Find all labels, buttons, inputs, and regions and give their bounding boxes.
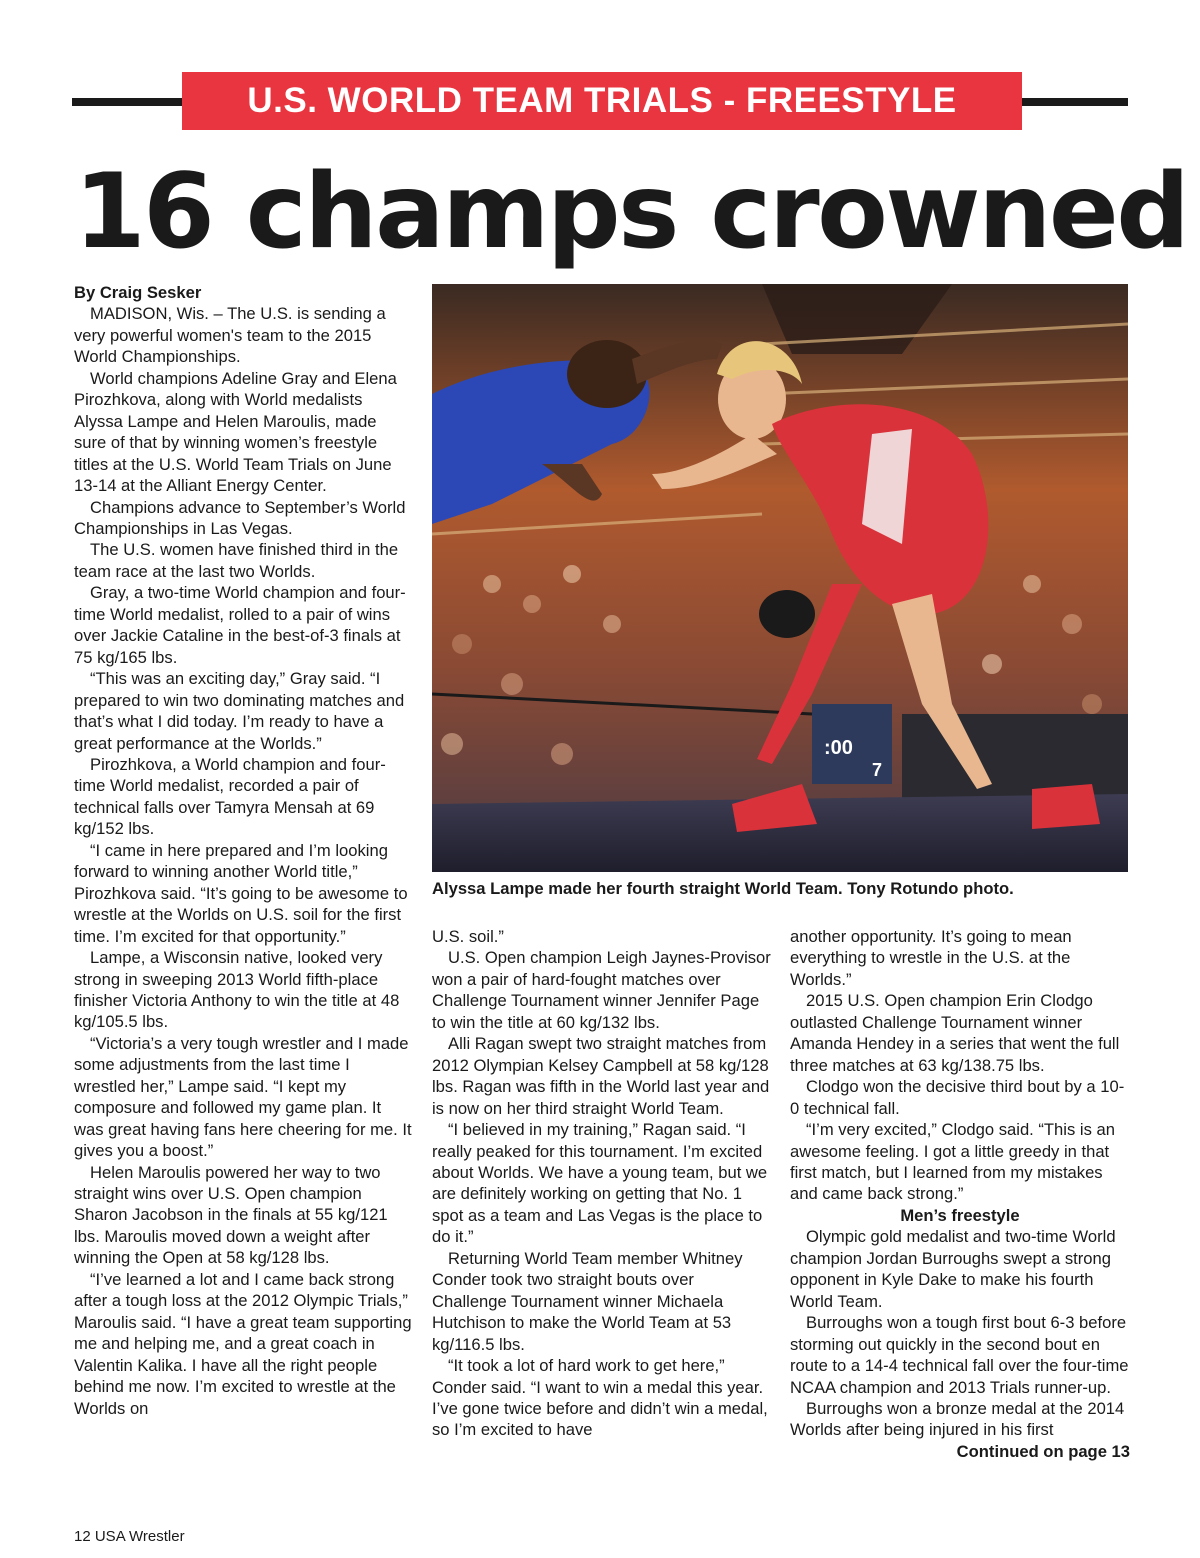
banner-rule-right xyxy=(1020,98,1128,106)
paragraph: Burroughs won a tough first bout 6-3 before storming out quickly in the second bout en route to a 14-4 technical fall over the four-time NCAA champion and 2013 Trials runner-up. xyxy=(790,1313,1129,1397)
paragraph: U.S. soil.” xyxy=(432,927,504,946)
paragraph: Olympic gold medalist and two-time World champion Jordan Burroughs swept a strong opponent in Kyle Dake to make his fourth World Team. xyxy=(790,1227,1116,1311)
paragraph: Helen Maroulis powered her way to two straight wins over U.S. Open champion Sharon Jacobson in the finals at 55 kg/121 lbs. Maroulis moved down a weight after winning the Open at 58 kg/128 lbs. xyxy=(74,1162,388,1268)
paragraph: MADISON, Wis. – The U.S. is sending a very powerful women's team to the 2015 World Championships. xyxy=(74,304,386,367)
article-column-2 xyxy=(432,926,772,1441)
paragraph: The U.S. women have finished third in the team race at the last two Worlds. xyxy=(74,540,399,581)
paragraph: Gray, a two-time World champion and four-time World medalist, rolled to a pair of wins over Jackie Cataline in the best-of-3 finals at 75 kg/165 lbs. xyxy=(74,583,406,667)
photo-caption: Alyssa Lampe made her fourth straight World Team. Tony Rotundo photo. xyxy=(432,879,1014,898)
article-column-3 xyxy=(790,926,1130,1462)
byline: By Craig Sesker xyxy=(74,283,202,302)
scoreboard-score: 7 xyxy=(872,760,883,780)
paragraph: “I believed in my training,” Ragan said. “I really peaked for this tournament. I’m excited about Worlds. We have a young team, but we are definitely working on getting that No. 1 spot as a team and Las Vegas is the place to do it.” xyxy=(432,1120,768,1247)
paragraph: 2015 U.S. Open champion Erin Clodgo outlasted Challenge Tournament winner Amanda Hendey in a series that went the full three matches at 63 kg/138.75 lbs. xyxy=(790,991,1120,1075)
paragraph: another opportunity. It’s going to mean everything to wrestle in the U.S. at the Worlds.” xyxy=(790,927,1072,989)
headline: 16 champs crowned xyxy=(74,152,1188,272)
paragraph: “I came in here prepared and I’m looking forward to winning another World title,” Pirozhkova said. “It’s going to be awesome to wrestle at the Worlds on U.S. soil for the first time. I’m excited for that opportunity.” xyxy=(74,840,408,946)
paragraph: “I’m very excited,” Clodgo said. “This is an awesome feeling. I got a little greedy in that first match, but I learned from my mistakes and came back strong.” xyxy=(790,1120,1115,1204)
wrestling-photo xyxy=(432,284,1128,872)
paragraph: World champions Adeline Gray and Elena Pirozhkova, along with World medalists Alyssa Lampe and Helen Maroulis, made sure of that by winning women’s freestyle titles at the U.S. World Team Trials on June 13-14 at the Alliant Energy Center. xyxy=(74,368,397,496)
section-banner: U.S. WORLD TEAM TRIALS - FREESTYLE xyxy=(182,72,1022,130)
continued-line: Continued on page 13 xyxy=(956,1441,1130,1461)
paragraph: “I’ve learned a lot and I came back strong after a tough loss at the 2012 Olympic Trials,” Maroulis said. “I have a great team supporting me and helping me, and a great coach in Valentin Kalika. I have all the right people behind me now. I’m excited to wrestle at the Worlds on xyxy=(74,1269,412,1418)
paragraph: Burroughs won a bronze medal at the 2014 Worlds after being injured in his first xyxy=(790,1398,1125,1440)
paragraph: “This was an exciting day,” Gray said. “I prepared to win two dominating matches and that’s what I did today. I’m ready to have a great performance at the Worlds.” xyxy=(74,669,405,753)
paragraph: Champions advance to September’s World Championships in Las Vegas. xyxy=(74,497,406,538)
paragraph: “Victoria’s a very tough wrestler and I made some adjustments from the last time I wrestled her,” Lampe said. “I kept my composure and followed my game plan. It was great having fans here cheering for me. It gives you a boost.” xyxy=(74,1033,412,1161)
paragraph: Alli Ragan swept two straight matches from 2012 Olympian Kelsey Campbell at 58 kg/128 lbs. Ragan was fifth in the World last year and is now on her third straight World Team. xyxy=(432,1034,770,1118)
scoreboard-time: :00 xyxy=(824,737,853,759)
article-column-1 xyxy=(74,282,412,1419)
paragraph: U.S. Open champion Leigh Jaynes-Provisor won a pair of hard-fought matches over Challenge Tournament winner Jennifer Page to win the title at 60 kg/132 lbs. xyxy=(432,948,771,1032)
paragraph: “It took a lot of hard work to get here,” Conder said. “I want to win a medal this year. I’ve gone twice before and didn’t win a medal, so I’m excited to have xyxy=(432,1356,768,1440)
page-folio: 12 USA Wrestler xyxy=(74,1528,185,1545)
paragraph: Returning World Team member Whitney Conder took two straight bouts over Challenge Tournament winner Michaela Hutchison to make the World Team at 53 kg/116.5 lbs. xyxy=(432,1248,743,1354)
paragraph: Clodgo won the decisive third bout by a 10-0 technical fall. xyxy=(790,1077,1125,1118)
banner-rule-left xyxy=(72,98,184,106)
paragraph: Pirozhkova, a World champion and four-time World medalist, recorded a pair of technical falls over Tamyra Mensah at 69 kg/152 lbs. xyxy=(74,754,386,839)
subhead-mens-freestyle: Men’s freestyle xyxy=(900,1205,1020,1225)
paragraph: Lampe, a Wisconsin native, looked very strong in sweeping 2013 World fifth-place finisher Victoria Anthony to win the title at 48 kg/105.5 lbs. xyxy=(74,948,400,1032)
